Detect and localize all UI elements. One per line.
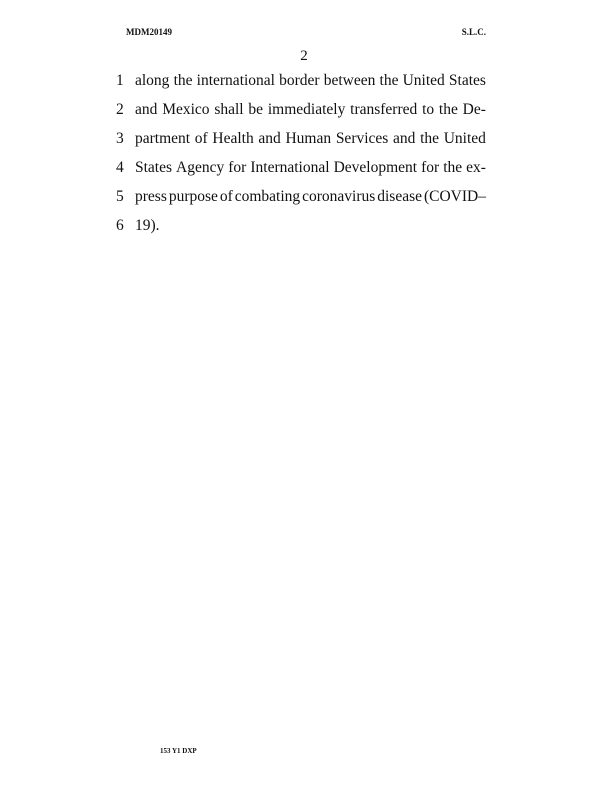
document-id: MDM20149: [126, 27, 172, 37]
text-line: [116, 188, 486, 208]
line-number: 5: [116, 188, 124, 205]
text-line: [116, 101, 486, 121]
page-number: 2: [300, 48, 308, 64]
line-number: 1: [116, 72, 124, 89]
line-text: and Mexico shall be immediately transferred to the De-: [135, 101, 486, 118]
text-line: [116, 159, 486, 179]
line-number: 3: [116, 130, 124, 147]
line-text: along the international border between the United States: [135, 72, 486, 89]
office-code: S.L.C.: [461, 27, 486, 37]
text-line: [116, 217, 486, 237]
line-number: 6: [116, 217, 124, 234]
line-text: partment of Health and Human Services and the United: [135, 130, 486, 147]
text-line: [116, 130, 486, 150]
line-text: 19).: [135, 217, 160, 234]
line-number: 2: [116, 101, 124, 118]
footer-code: 153 Y1 DXP: [160, 747, 197, 755]
line-number: 4: [116, 159, 124, 176]
line-text: press purpose of combating coronavirus disease (COVID–: [135, 188, 486, 205]
line-text: States Agency for International Development for the ex-: [135, 159, 486, 176]
text-line: [116, 72, 486, 92]
